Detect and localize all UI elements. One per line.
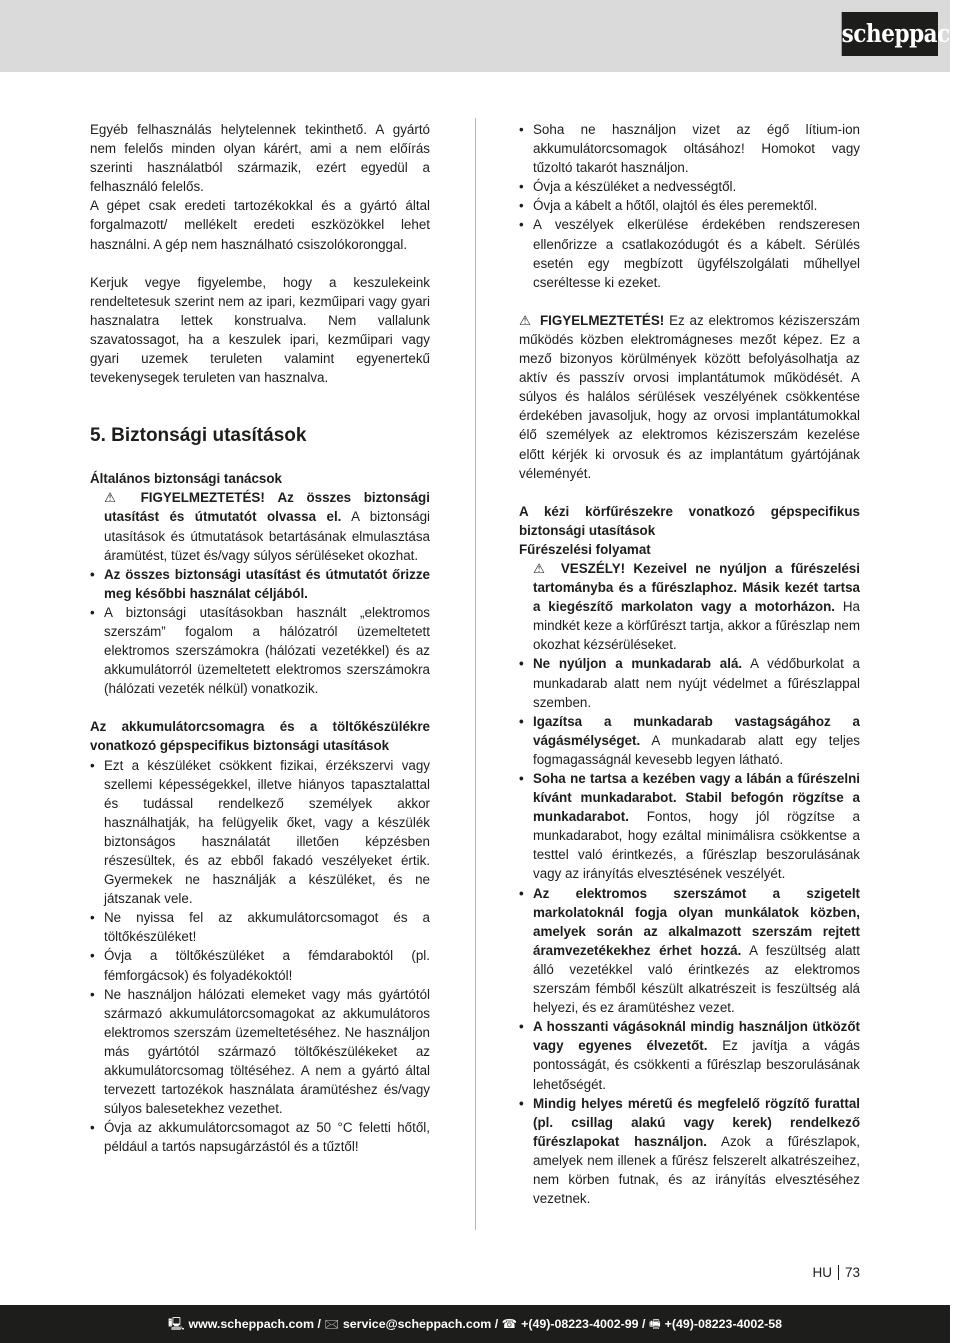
intro-paragraph: A gépet csak eredeti tartozékokkal és a gyártó által forgalmazott/ mellékelt eredeti eszközökkel lehet használni. A gép nem használható csiszolókoronggal. bbox=[90, 198, 430, 252]
footer-email[interactable]: service@scheppach.com / bbox=[342, 1317, 499, 1331]
footer-contact-bar bbox=[0, 1305, 950, 1343]
column-divider bbox=[475, 118, 476, 1230]
list-item: • Óvja a készüléket a nedvességtől. bbox=[519, 179, 737, 195]
list-item: • Ne használjon hálózati elemeket vagy más gyártótól származó akkumulátorcsomagokat az akkumulátoros elektromos szerszám üzemeltetéséhez. Ne használjon más gyártótól származó töltőkészülékeket az akkumulátorcsomag töltéséhez. A nem a gyártó által tervezett tartozékok használata áramütéshez és/vagy súlyos balesetekhez vezethet. bbox=[90, 986, 430, 1117]
warning-label: FIGYELMEZTETÉS! bbox=[539, 312, 665, 328]
list-item: • Az elektromos szerszámot a szigetelt markolatoknál fogja olyan munkálatok közben, amelyek során az alkalmazott szerszám rejtett áramvezetékekhez érhet hozzá. A feszültség alatt álló vezetékkel való érintkezés az elektromos szerszám fémből készült alkatrészeit is feszültség alá helyezi, és ez áramütéshez vezet. bbox=[519, 885, 860, 1016]
warning-triangle-icon: ⚠ bbox=[519, 312, 533, 328]
intro-paragraph: Egyéb felhasználás helytelennek tekinthető. A gyártó nem felelős minden olyan kárért, ami a nem előírás szerinti használatból származik, ezért egyedül a felhasználó felelős. bbox=[90, 122, 430, 195]
warning-text: A biztonsági utasítások és útmutatások betartásának elmulasztása áramütést, tüzet és/vagy súlyos sérüléseket okozhat. bbox=[104, 509, 430, 563]
left-column bbox=[90, 120, 430, 1157]
list-item: • Soha ne tartsa a kezében vagy a lábán a fűrészelni kívánt munkadarabot. Stabil befogón rögzítse a munkadarabot. Fontos, hogy jól rögzítse a munkadarabot, hogy ezáltal minimálisra csökkentse a testtel való érintkezés, a fűrészlap beszorulásának vagy az irányítás elvesztésének veszélyét. bbox=[519, 771, 860, 882]
sawing-process-heading: Fűrészelési folyamat bbox=[519, 541, 651, 557]
list-item: • Az összes biztonsági utasítást és útmutatót őrizze meg későbbi használat céljából. bbox=[90, 566, 430, 601]
phone-icon: ☎ bbox=[501, 1317, 518, 1331]
general-bullet-list bbox=[90, 565, 430, 699]
warning-triangle-icon: ⚠ bbox=[533, 560, 550, 576]
list-item: • A biztonsági utasításokban használt „elektromos szerszám” fogalom a hálózatról üzemeltetett elektromos szerszámokra (hálózati vezetékkel) és az akkumulátorról üzemeltetett elektromos szerszámokra (hálózati vezeték nélkül) vonatkozik. bbox=[90, 604, 430, 697]
warning-text: Ez az elektromos kéziszerszám működés közben elektromágneses mezőt képez. Ez a mező bizonyos körülmények között befolyásolhatja az aktív és passzív orvosi implantátumok működését. A súlyos és halálos sérülések veszélyének csökkentése érdekében javasoljuk, hogy az orvosi implantátumokkal élő személyek az elektromos kéziszerszám kezelése előtt kérjék ki orvosuk és az implantátum gyártójának véleményét. bbox=[519, 312, 860, 481]
computer-icon: 🖳 bbox=[167, 1317, 185, 1331]
page-language: HU bbox=[812, 1265, 832, 1280]
list-item: • Ne nyissa fel az akkumulátorcsomagot és a töltőkészüléket! bbox=[90, 910, 430, 945]
warning-triangle-icon: ⚠ bbox=[104, 490, 125, 506]
battery-bullet-list-continued bbox=[519, 120, 860, 292]
right-column bbox=[519, 120, 860, 1208]
scheppach-logo: scheppach bbox=[842, 12, 938, 56]
footer-phone: +(49)-08223-4002-99 / bbox=[521, 1317, 646, 1331]
general-warning bbox=[90, 488, 430, 564]
intro-paragraph: Kerjuk vegye figyelembe, hogy a keszulekeink rendeltetesuk szerint nem az ipari, kezműipari vagy gyari hasznalatra lettek konstrualva. Nem vallalunk szavatossagot, ha a keszulek ipari, kezműipari vagy gyari uzemek teruleten valamint egyenertekű tevekenysegek teruleten van hasznalva. bbox=[90, 274, 430, 386]
danger-warning bbox=[519, 559, 860, 654]
page-number bbox=[812, 1265, 860, 1280]
list-item: • Óvja a kábelt a hőtől, olajtól és éles peremektől. bbox=[519, 198, 818, 214]
warning-label: FIGYELMEZTETÉS! bbox=[140, 490, 265, 506]
footer-fax: +(49)-08223-4002-58 bbox=[664, 1317, 783, 1331]
warning-bold-text: Az összes biztonsági utasítást és útmutatót olvassa el. bbox=[104, 490, 430, 525]
list-item: • Ezt a készüléket csökkent fizikai, érzékszervi vagy szellemi képességekkel, illetve hiányos tapasztalattal és tudással rendelkező személyek akkor használhatják, ha felügyelik őket, vagy a készülék biztonságos használatát illetően képzésben részesültek, és az ebből fakadó veszélyeket értik. Gyermekek ne használják a készüléket, és ne játszanak vele. bbox=[90, 757, 430, 907]
fax-icon: 🖷 bbox=[648, 1317, 661, 1331]
email-icon: 🖂 bbox=[324, 1317, 339, 1331]
battery-safety-heading: Az akkumulátorcsomagra és a töltőkészülékre vonatkozó gépspecifikus biztonsági utasítások bbox=[90, 719, 430, 754]
list-item: • Soha ne használjon vizet az égő lítium-ion akkumulátorcsomagok oltásához! Homokot vagy tűzoltó takarót használjon. bbox=[519, 122, 860, 176]
saw-bullet-list bbox=[519, 654, 860, 1208]
general-safety-heading: Általános biztonsági tanácsok bbox=[90, 471, 282, 487]
list-item: • Mindig helyes méretű és megfelelő rögzítő furattal (pl. csillag alakú vagy kerek) rendelkező fűrészlapokat használjon. Azok a fűrészlapok, amelyek nem illenek a fűrész felszerelt alkatrészeihez, nem körben futnak, és az irányítás elvesztéséhez vezetnek. bbox=[519, 1095, 860, 1207]
emf-warning bbox=[519, 311, 860, 483]
battery-bullet-list bbox=[90, 756, 430, 1157]
list-item: • Óvja a töltőkészüléket a fémdaraboktól (pl. fémforgácsok) és folyadékoktól! bbox=[90, 948, 430, 983]
list-item: • A veszélyek elkerülése érdekében rendszeresen ellenőrizze a csatlakozódugót és a kábelt. Sérülés esetén egy megbízott ügyfélszolgálati műhellyel cseréltesse ki ezeket. bbox=[519, 217, 860, 290]
danger-label: VESZÉLY! bbox=[560, 560, 626, 576]
list-item: • Igazítsa a munkadarab vastagságához a vágásmélységet. A munkadarab alatt egy teljes fogmagasságnál kevesebb legyen látható. bbox=[519, 713, 860, 767]
section-title: 5. Biztonsági utasítások bbox=[90, 425, 307, 447]
danger-bold-text: Kezeivel ne nyúljon a fűrészelési tartományba és a fűrészlaphoz. Másik kezét tartsa a kiegészítő markolaton vagy a motorházon. bbox=[533, 560, 860, 615]
list-item: • Ne nyúljon a munkadarab alá. A védőburkolat a munkadarab alatt nem nyújt védelmet a fűrészlappal szemben. bbox=[519, 656, 860, 710]
header-band bbox=[0, 0, 950, 72]
list-item: • A hosszanti vágásoknál mindig használjon ütközőt vagy egyenes élvezetőt. Ez javítja a vágás pontosságát, és csökkenti a fűrészlap beszorulásának lehetőségét. bbox=[519, 1019, 860, 1092]
list-item: • Óvja az akkumulátorcsomagot az 50 °C feletti hőtől, például a tartós napsugárzástól és a tűztől! bbox=[90, 1120, 430, 1155]
page-number-value: 73 bbox=[844, 1265, 860, 1280]
footer-website[interactable]: www.scheppach.com / bbox=[188, 1317, 321, 1331]
saw-safety-heading: A kézi körfűrészekre vonatkozó gépspecifikus biztonsági utasítások bbox=[519, 503, 860, 538]
danger-text: Ha mindkét keze a körfűrészt tartja, akkor a fűrészlap nem okozhat kézsérüléseket. bbox=[533, 599, 860, 653]
